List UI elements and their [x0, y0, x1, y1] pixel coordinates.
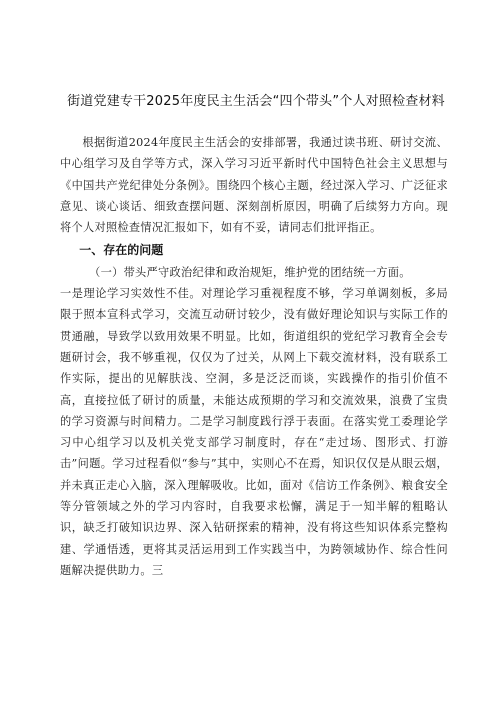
subsection-heading: （一）带头严守政治纪律和政治规矩，维护党的团结统一方面。	[89, 265, 411, 279]
body-paragraph: 一是理论学习实效性不佳。对理论学习重视程度不够，学习单调刻板，多局限于照本宣科式学习，交流互动研讨较少，没有做好理论知识与实际工作的贯通融，导致学以致用效果不明显。比如，街道组织的党纪学习教育全会专题研讨会，我不够重视，仅仅为了过关，从网上下载交流材料，没有联系工作实际，提出的见解肤浅、空洞，多是泛泛而谈，实践操作的指引价值不高，直接拉低了研讨的质量，未能达成预期的学习和交流效果，浪费了宝贵的学习资源与时间精力。二是学习制度践行浮于表面。在落实党工委理论学习中心组学习以及机关党支部学习制度时，存在“走过场、图形式、打游击”问题。学习过程看似“参与”其中，实则心不在焉，知识仅仅是从眼云烟，并未真正走心入脑，深入理解吸收。比如，面对《信访工作条例》、粮食安全等分管领域之外的学习内容时，自我要求松懈，满足于一知半解的粗略认识，缺乏打破知识边界、深入钻研探索的精神，没有将这些知识体系完整构建、学通悟透，更将其灵活运用到工作实践当中，为跨领域协作、综合性问题解决提供助力。三	[60, 287, 448, 577]
document-body	[60, 132, 448, 581]
document-title: 街道党建专干2025年度民主生活会“四个带头”个人对照检查材料	[67, 94, 445, 109]
section-heading-problems: 一、存在的问题	[79, 243, 164, 258]
intro-paragraph: 根据街道2024年度民主生活会的安排部署，我通过读书班、研讨交流、中心组学习及自学等方式，深入学习习近平新时代中国特色社会主义思想与《中国共产党纪律处分条例》。围绕四个核心主题，经过深入学习、广泛征求意见、谈心谈话、细致查摆问题、深刻剖析原因，明确了后续努力方向。现将个人对照检查情况汇报如下，如有不妥，请同志们批评指正。	[60, 136, 448, 235]
